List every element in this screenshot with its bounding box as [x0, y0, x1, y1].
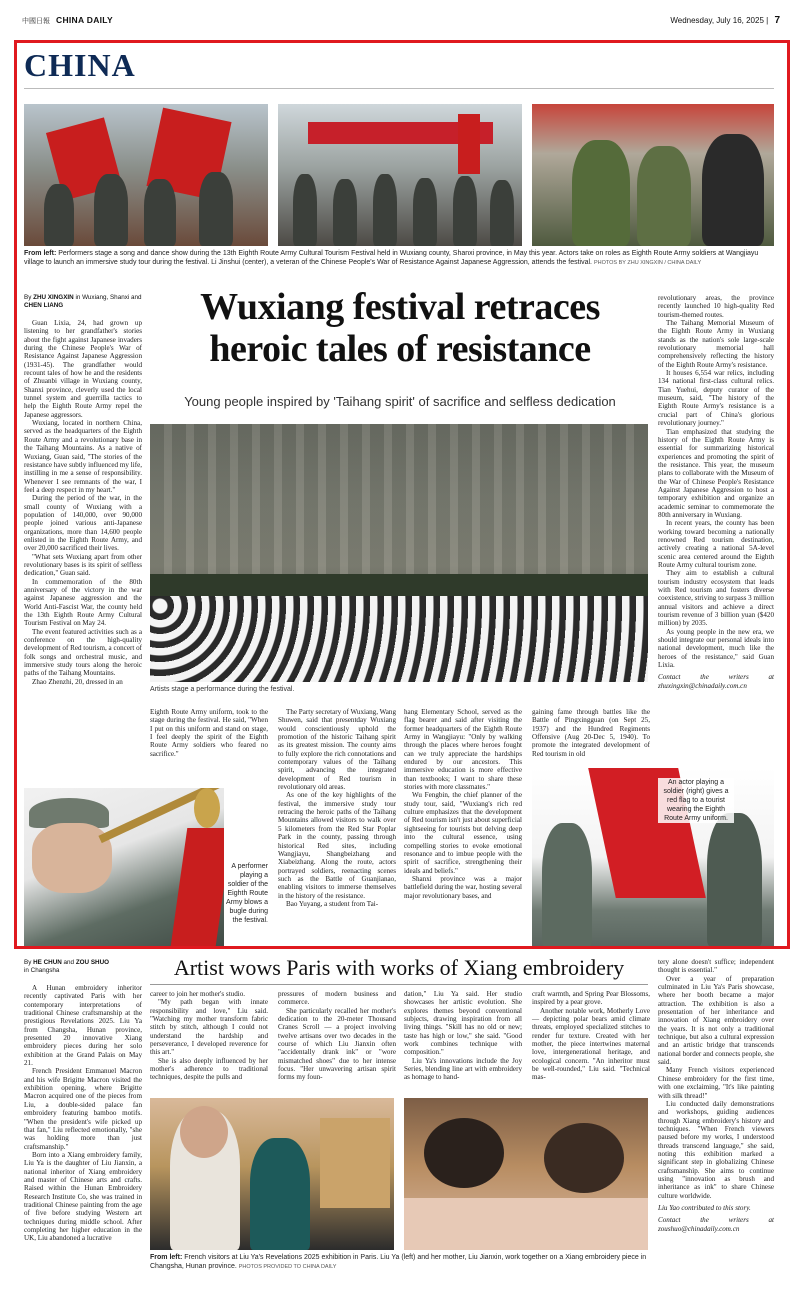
story2-byline: By HE CHUN and ZOU SHUO in Changsha — [24, 959, 110, 974]
story2-column-4: dation," Liu Ya said. Her studio showcases her artistic evolution. She explores themes beyond conventional subjects, drawing inspiration from all living things. "Skill has no old or new; taste has high or low," she said. "Good work combines technique with composition." Liu Ya's innovations include the Joy Series, blending line art with embroidery as homage to hand- — [404, 990, 522, 1082]
photo-bugle-performer — [24, 788, 224, 946]
story2-contributed: Liu Yao contributed to this story. — [658, 1203, 751, 1212]
bugle-photo-caption: A performer playing a soldier of the Eighth Route Army blows a bugle during the festival. — [225, 863, 268, 924]
masthead — [0, 0, 798, 40]
story1-headline: Wuxiang festival retraces heroic tales of resistance — [200, 286, 600, 370]
newspaper-logo: 中國日報 — [22, 18, 50, 25]
story1-column-6: revolutionary areas, the province recently launched 10 high-quality Red tourism-themed routes. The Taihang Memorial Museum of the Eighth Route Army in Wuxiang stands as the nation's sole large-scale revolutionary memorial hall comprehensively reflecting the history of the Eighth Route Army's resistance. It houses 6,554 war relics, including 134 national first-class cultural relics. Tian Yuehui, deputy curator of the museum, said, "The history of the Eighth Route Army's resistance is a crucial part of China's glorious revolutionary journey." Tian emphasized that studying the history of the Eighth Route Army is essential for summarizing historical experiences and promoting the spirit of the resistance. This year, the museum plans to collaborate with the Museum of the War of Chinese People's Resistance Against Japanese Aggression to host a temporary exhibition and organize an academic seminar to commemorate the 80th anniversary in Wuxiang. In recent years, the county has been working toward becoming a nationally renowned Red tourism destination, actively creating a national 5A-level scenic area centered around the Eighth Route Army cultural tourism zone. They aim to establish a cultural tourism industry ecosystem that leads with Red tourism and fosters diverse coexistence, striving to surpass 3 million annual visitors and achieve a direct tourism revenue of 3 billion yuan ($420 million) by 2035. As young people in the new era, we should integrate our personal ideals into national development, much like the heroes of the resistance," said Guan Lixia. Contact the writers at zhuxingxin@chinadaily.com.cn — [658, 294, 774, 690]
story1-column-3: The Party secretary of Wuxiang, Wang Shuwen, said that presentday Wuxiang would conscientiously uphold the promotion of the historic Taihang spirit as its greatest mission. The county aims to fully explore the rich connotations and contemporary values of the Taihang spirit, advancing the integrated development of Red tourism in revolutionary old areas. As one of the key highlights of the festival, the immersive study tour retracing the heroic paths of the Taihang Mountains allowed visitors to walk over 5 kilometers from the Red Star Poplar Park in the county, passing through historical Red sites, including Wangjiayu, Shangbeizhang and Xiabeizhang. Along the route, actors portrayed soldiers, reenacting scenes such as the Battle of Guanjianao, enabling visitors to immerse themselves in the history of the resistance. Bao Yuyang, a student from Tai- — [278, 708, 396, 908]
story2-rule — [150, 984, 648, 985]
story2-column-1: A Hunan embroidery inheritor recently captivated Paris with her contemporary interpretations of traditional Chinese craftsmanship at the prestigious Revelations 2025. Liu Ya from Changsha, Hunan province, presented 20 innovative Xiang embroidery pieces during her solo exhibition at the Grand Palais on May 21. French President Emmanuel Macron and his wife Brigitte Macron visited the exhibition opening, where Brigitte Macron acquired one of the pieces from Liu, a double-sided palace fan embroidery featuring bamboo motifs. "When the president's wife picked up that fan," Liu reflected emotionally, "she was holding more than just craftsmanship." Born into a Xiang embroidery family, Liu Ya is the daughter of Liu Jianxin, a national inheritor of Xiang embroidery and master of Chinese arts and crafts. Raised within the Hunan Embroidery Research Institute Co, she was trained in traditional Chinese painting from the age of five before studying Western art techniques during middle school. After completing her higher education in the UK, Liu abandoned a lucrative — [24, 984, 142, 1243]
story1-byline: By ZHU XINGXIN in Wuxiang, Shanxi and CHEN LIANG — [24, 294, 142, 309]
section-title: CHINA — [24, 47, 136, 83]
photo-french-visitors — [150, 1098, 394, 1250]
big-photo-caption: Artists stage a performance during the festival. — [150, 686, 295, 693]
photo-actors-wangjiayu — [278, 104, 522, 246]
page-number: 7 — [774, 15, 780, 26]
story2-column-5: craft warmth, and Spring Pear Blossoms, inspired by a pear grove. Another notable work, Motherly Love — depicting polar bears amid climate threats, employed specialized stitches to render fur texture. Created with her mother, the piece intertwines maternal love, intergenerational heritage, and ecological concern. "An inheritor must be well-rounded," Liu said. "Technical mas- — [532, 990, 650, 1082]
story1-contact: Contact the writers at zhuxingxin@chinadaily.com.cn — [658, 673, 774, 690]
story2-headline: Artist wows Paris with works of Xiang embroidery — [173, 955, 625, 980]
story2-contact: Contact the writers at zoushuo@chinadaily.com.cn — [658, 1216, 774, 1233]
newspaper-name: CHINA DAILY — [56, 15, 113, 25]
photo-red-flag-handover — [532, 768, 774, 946]
page-info: Wednesday, July 16, 2025 | 7 — [670, 15, 780, 26]
story1-subhead: Young people inspired by 'Taihang spirit' of sacrifice and selfless dedication — [184, 394, 616, 409]
photo-mother-daughter-embroidering — [404, 1098, 648, 1250]
story1-column-1: Guan Lixia, 24, had grown up listening to her grandfather's stories about the fight against Japanese invaders during the Chinese People's War of Resistance Against Japanese Aggression (1931-45). The grandfather would recount tales of how he and the residents of Zhuanbi village in Wuxiang county, Shanxi province, cleverly used the local tunnel system and guerrilla tactics to help the Eighth Route Army repel the Japanese aggressors. Wuxiang, located in northern China, served as the headquarters of the Eighth Route Army and a revolutionary base in the Taihang Mountains. As a native of Wuxiang, Guan said, "The stories of the resistance have subtly influenced my life, instilling in me a sense of responsibility. Whenever I see remnants of the war, I feel a deep respect in my heart." During the period of the war, in the small county of Wuxiang with a population of 140,000, over 90,000 people joined various anti-Japanese organizations, more than 14,600 people enlisted in the Eighth Route Army, and over 20,000 sacrificed their lives. "What sets Wuxiang apart from other revolutionary bases is its spirit of selfless dedication," Guan said. In commemoration of the 80th anniversary of the victory in the war against Japanese aggression and the World Anti-Fascist War, the county held the 13th Eighth Route Army Cultural Tourism Festival on May 24. The event featured activities such as a conference on the high-quality development of Red tourism, a concert of folk songs and orchestral music, and immersive study tours along the heroic paths of the Taihang Mountains. Zhao Zhenzhi, 20, dressed in an — [24, 319, 142, 686]
photo-veteran-li-jinshui — [532, 104, 774, 246]
story1-column-5: gaining fame through battles like the Battle of Pingxingguan (on Sept 25, 1937) and the Hundred Regiments Offensive (Aug 20-Dec 5, 1940). To promote the integrated development of Red tourism in old — [532, 708, 650, 758]
story1-column-4: hang Elementary School, served as the flag bearer and said after visiting the former headquarters of the Eighth Route Army in Wangjiayu: "Only by walking through the places where heroes fought can we truly appreciate the hardships endured by our ancestors. This immersive education is more effective than textbooks; I want to share these stories with more classmates." Wu Fengbin, the chief planner of the study tour, said, "Wuxiang's rich red culture emphasizes that the development of Red tourism isn't just about superficial sightseeing for tourists but delving deep into the cultural essence, using compelling stories to evoke emotional resonance and to imbue people with the spirit of sacrifice, strengthening their ideals and beliefs." Shanxi province was a major battlefield during the war, hosting several major revolutionary bases, and — [404, 708, 522, 900]
story2-column-3: pressures of modern business and commerce. She particularly recalled her mother's dedication to the 20-meter Thousand Cranes Scroll — a project involving twelve artisans over two decades in the course of which Liu Jianxin often "accidentally drank ink" or "wore mismatched shoes" due to her intense focus. "Her unwavering artisan spirit forms my foun- — [278, 990, 396, 1082]
story2-column-2: career to join her mother's studio. "My path began with innate responsibility and love," Liu said. "Watching my mother transform fabric stitch by stitch, although I could not understand the hardship and perseverance, I developed reverence for this art." She is also deeply influenced by her mother's adherence to traditional techniques, despite the pulls and — [150, 990, 268, 1082]
flag-photo-caption: An actor playing a soldier (right) gives a red flag to a tourist wearing the Eighth Route Army uniform. — [658, 778, 734, 823]
publication-date: Wednesday, July 16, 2025 — [670, 16, 764, 25]
section-rule — [24, 88, 774, 89]
photo-artists-performance — [150, 424, 648, 682]
photo-song-dance-show — [24, 104, 268, 246]
story2-column-6: tery alone doesn't suffice; independent thought is essential." Over a year of preparation culminated in Liu Ya's Paris showcase, where her booth became a major attraction. The exhibition is also a presentation of her inheritance and innovation of Xiang embroidery over the years. It is not only a traditional technique, but also a cultural expression and an artistic bridge that transcends national border and connects people, she said. Many French visitors experienced Chinese embroidery for the first time, with one exclaiming, "It's like painting with silk thread!" Liu conducted daily demonstrations and workshops, guiding audiences through Xiang embroidery's history and techniques. "When French viewers paused before my works, I understood threads transcend language," she said, noting this exhibition marked a significant step in globalizing Chinese craftsmanship. She aims to continue using "innovation as brush and inheritance as ink" to share Chinese culture worldwide. Liu Yao contributed to this story. Contact the writers at zoushuo@chinadaily.com.cn — [658, 958, 774, 1233]
story2-photos-caption: From left: French visitors at Liu Ya's Revelations 2025 exhibition in Paris. Liu Ya (left) and her mother, Liu Jianxin, work together on a Xiang embroidery piece in Changsha, Hunan province. PHOTOS PROVIDED TO CHINA DAILY — [150, 1254, 647, 1270]
story1-column-2: Eighth Route Army uniform, took to the stage during the festival. He said, "When I put on this uniform and stand on stage, I feel deeply the spirit of the Eighth Route Army soldiers who feared no sacrifice." — [150, 708, 268, 758]
top-photos-caption: From left: Performers stage a song and dance show during the 13th Eighth Route Army Cultural Tourism Festival held in Wuxiang county, Shanxi province, in May this year. Actors take on roles as Eighth Route Army soldiers at Wangjiayu village to launch an immersive study tour during the festival. Li Jinshui (center), a veteran of the Chinese People's War of Resistance Against Japanese Aggression, attends the festival. PHOTOS BY ZHU XINGXIN / CHINA DAILY — [24, 250, 759, 266]
